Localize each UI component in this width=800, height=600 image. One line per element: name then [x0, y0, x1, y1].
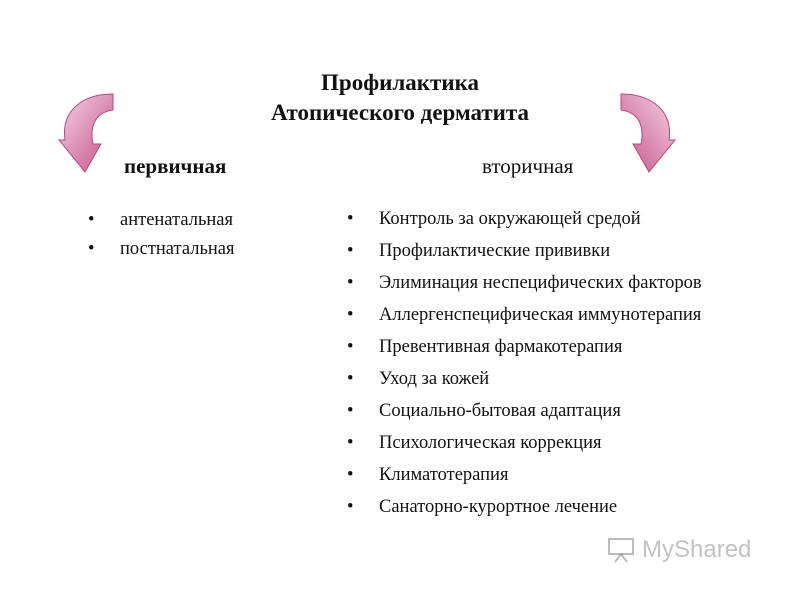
list-item: • Элиминация неспецифических факторов: [347, 270, 747, 296]
list-item: • Психологическая коррекция: [347, 430, 747, 456]
secondary-heading: вторичная: [482, 154, 574, 178]
primary-list: [88, 207, 328, 265]
presentation-board-icon: [606, 537, 636, 563]
primary-heading: первичная: [124, 154, 227, 178]
list-item: • Профилактические прививки: [347, 238, 747, 264]
list-item: • постнатальная: [88, 236, 328, 262]
list-item: • Санаторно-курортное лечение: [347, 494, 747, 520]
slide-title: [200, 68, 600, 128]
list-item: • Уход за кожей: [347, 366, 747, 392]
watermark-text: MyShared: [642, 536, 752, 563]
curved-arrow-left-icon: [55, 88, 119, 180]
list-item: • Аллергенспецифическая иммунотерапия: [347, 302, 747, 328]
list-item: • Климатотерапия: [347, 462, 747, 488]
title-line-1: Профилактика: [321, 70, 479, 95]
list-item: • Контроль за окружающей средой: [347, 206, 747, 232]
watermark: [606, 536, 751, 564]
list-item: • Социально-бытовая адаптация: [347, 398, 747, 424]
curved-arrow-right-icon: [615, 88, 679, 180]
list-item: • Превентивная фармакотерапия: [347, 334, 747, 360]
list-item: • антенатальная: [88, 207, 328, 233]
title-line-2: Атопического дерматита: [270, 100, 530, 125]
secondary-list: [347, 206, 747, 526]
